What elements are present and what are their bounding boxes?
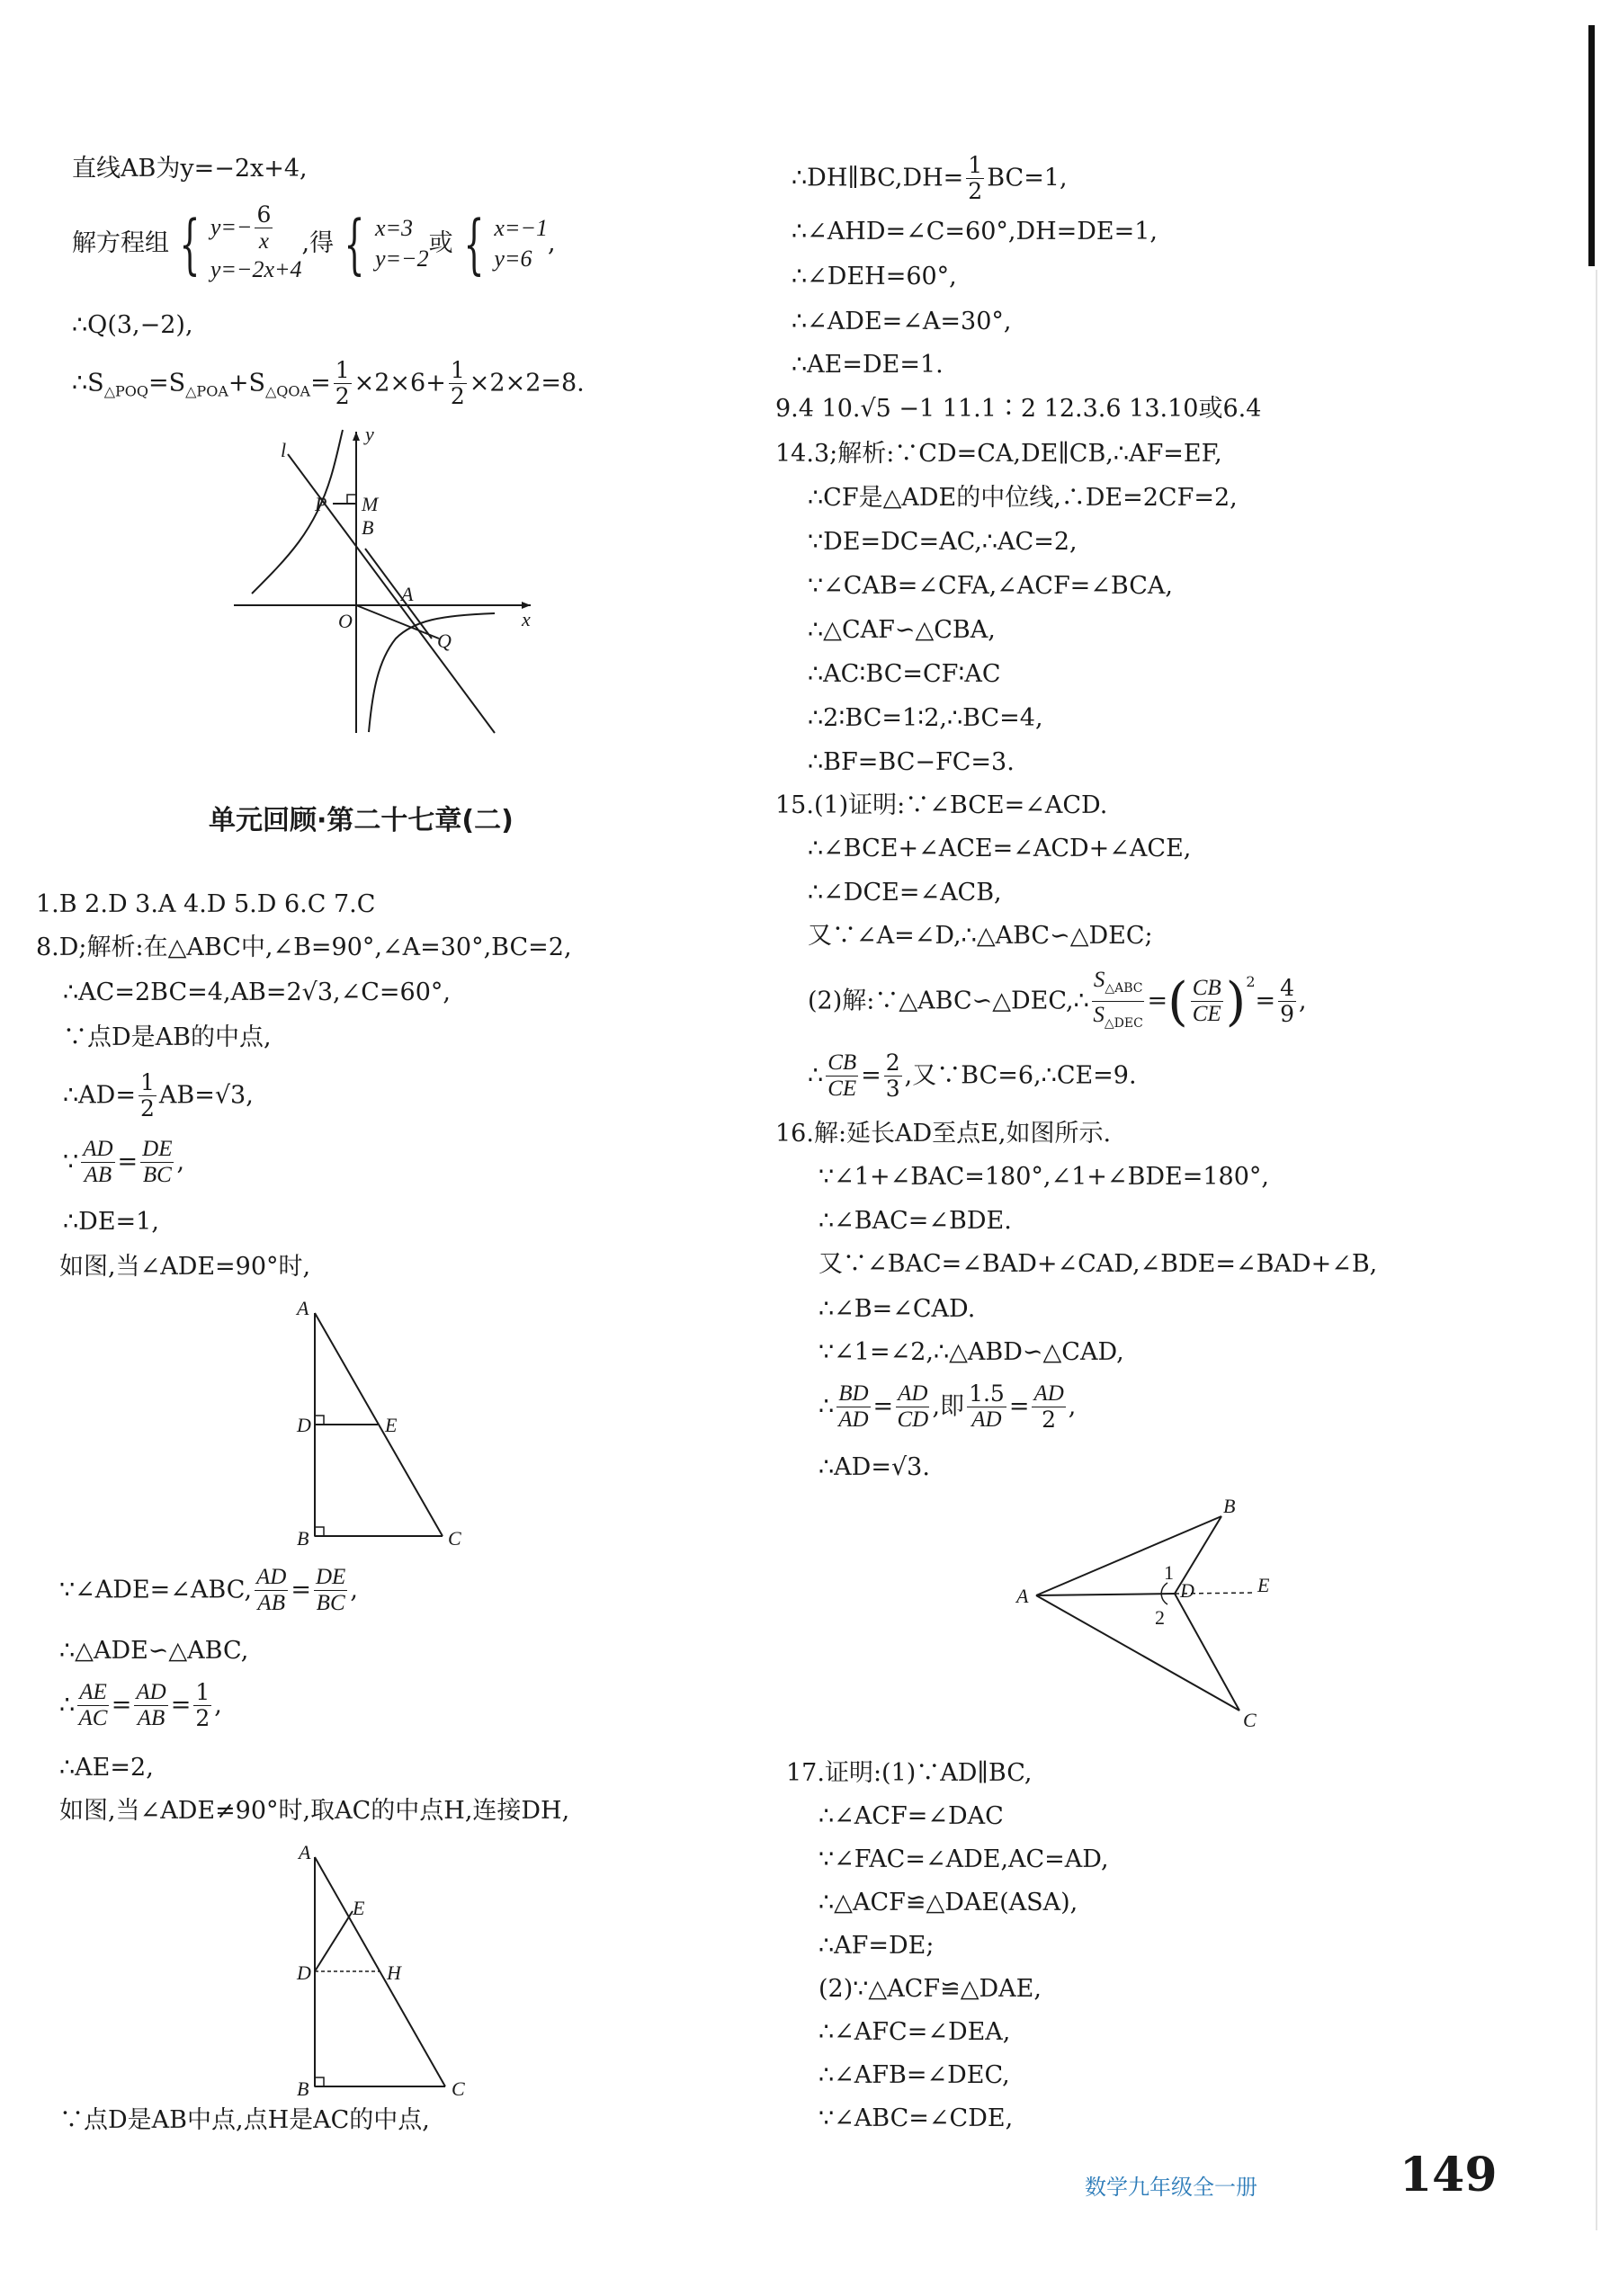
solution-1 [375,213,429,274]
q15-line2: ∴∠BCE+∠ACE=∠ACD+∠ACE, [808,835,1192,862]
label-angle-2: 2 [1155,1606,1165,1629]
label-B: B [297,1527,309,1550]
frac-bd-ad [836,1381,870,1433]
q17-line7: ∴∠AFC=∠DEA, [818,2018,1011,2046]
frac-d: AB [137,1706,165,1730]
q14-line5: ∴△CAF∽△CBA, [808,616,996,644]
label-C: C [1243,1709,1257,1731]
frac-n: 1 [195,1679,210,1705]
r1a: ∴DH∥BC,DH= [792,164,964,192]
frac-n: DE [315,1565,346,1589]
right-angle-b [315,2077,324,2086]
right-angle-d [315,1416,324,1425]
brace-1: { [179,206,201,281]
answers-9-13: 9.4 10.√5 −1 11.1∶2 12.3.6 13.10或6.4 [775,395,1262,423]
r-line2: ∴∠AHD=∠C=60°,DH=DE=1, [792,218,1158,246]
figure-abd-cad [1007,1493,1295,1736]
q8-l10b: = [111,1691,132,1720]
frac-d: 2 [335,383,350,409]
sys-eq2 [210,255,302,285]
r27d: = [1008,1392,1030,1421]
label-E: E [1257,1574,1270,1596]
label-E: E [385,1414,398,1436]
frac-d: 2 [139,1095,155,1121]
frac-half-4 [193,1680,211,1731]
brace-2: { [344,206,365,281]
area-a: ∴S [72,369,104,398]
sol1b: y=−2 [374,246,429,272]
frac-d: BC [142,1163,172,1187]
page-number: 149 [1400,2148,1498,2202]
frac-4-9 [1278,976,1296,1027]
q17-line1: 17.证明:(1)∵AD∥BC, [786,1759,1033,1787]
q8-l4a: ∴AD= [63,1081,136,1110]
frac-ad-ab-2 [255,1565,288,1616]
sys-or: 或 [428,229,453,257]
frac-d: CE [1192,1002,1221,1026]
frac-n: 1.5 [969,1380,1005,1407]
q8-l10a: ∴ [59,1691,76,1720]
label-M: M [362,493,379,515]
frac-de-bc-2 [314,1565,347,1616]
frac-half-1 [334,358,352,409]
q16-line1: 16.解:延长AD至点E,如图所示. [775,1120,1112,1148]
frac-d: 2 [195,1705,210,1731]
q8-line7: 如图,当∠ADE=90°时, [59,1253,311,1281]
r19d: , [1299,987,1307,1015]
q17-line5: ∴AF=DE; [818,1932,935,1960]
sys-equations [210,202,302,285]
line-ab [365,549,432,639]
q8-l10d: , [214,1691,222,1720]
q8-l4b: AB=√3, [158,1081,254,1110]
frac-cb-ce [1191,976,1223,1027]
q16-line5: ∴∠B=∠CAD. [818,1295,976,1323]
label-B: B [297,2077,309,2100]
q8-l5c: , [176,1148,185,1176]
figure-hyperbola [225,423,549,737]
frac-ad-2 [1032,1381,1065,1433]
r19a: (2)解:∵△ABC∽△DEC,∴ [808,987,1089,1015]
area-d: = [310,369,331,398]
r-line4: ∴∠ADE=∠A=30°, [792,308,1012,335]
q8-l10c: = [170,1691,192,1720]
frac-n: 1 [450,357,465,383]
segment-ad [1036,1594,1175,1595]
frac-ad-ab-3 [134,1680,167,1731]
y-axis-arrow [353,432,360,441]
label-H: H [387,1961,401,1984]
label-D: D [297,1961,311,1984]
area-b: =S [148,369,186,398]
frac-15-ad [967,1381,1006,1433]
frac-n: 2 [885,1050,900,1076]
frac-cb-ce-2 [826,1050,858,1102]
q14-line3: ∵DE=DC=AC,∴AC=2, [808,528,1078,556]
q16-line2: ∵∠1+∠BAC=180°,∠1+∠BDE=180°, [818,1163,1269,1191]
r-line3: ∴∠DEH=60°, [792,263,957,290]
label-A: A [1016,1585,1029,1607]
r1b: BC=1, [987,164,1068,192]
r27c: ,即 [932,1392,965,1421]
q8-line13: ∵点D是AB中点,点H是AC的中点, [59,2106,430,2134]
frac-num: 6 [256,201,272,228]
segment-de [315,1911,353,1971]
r-line5: ∴AE=DE=1. [792,351,944,379]
frac-n: DE [142,1137,173,1161]
frac-d: 2 [1042,1407,1057,1433]
sol1a: x=3 [374,215,414,241]
frac-half-3 [139,1070,157,1121]
sol2a: x=−1 [494,215,549,241]
q8-line11: ∴AE=2, [59,1754,154,1782]
side-ac [1036,1595,1239,1711]
frac-d: AC [78,1706,108,1730]
label-l: l [281,439,287,461]
frac-d: CE [827,1077,857,1101]
equation-system [72,202,556,292]
s-dec: S [1093,1003,1105,1027]
frac-n [1092,967,1145,1002]
area-formula [72,358,585,415]
frac-d: AD [838,1407,869,1432]
q16-line7 [818,1381,1076,1439]
q15-line1: 15.(1)证明:∵∠BCE=∠ACD. [775,791,1108,819]
q8-line3: ∵点D是AB的中点, [63,1023,272,1051]
frac-6-x [255,202,273,255]
q17-line2: ∴∠ACF=∠DAC [818,1802,1004,1830]
label-D: D [1180,1579,1194,1602]
area-c: +S [228,369,265,398]
frac-d: AB [84,1163,112,1187]
q14-line4: ∵∠CAB=∠CFA,∠ACF=∠BCA, [808,572,1174,600]
area-sub1: △POQ [103,382,148,400]
q8-line5 [63,1137,184,1191]
q16-line6: ∵∠1=∠2,∴△ABD∽△CAD, [818,1338,1124,1366]
s-abc-sub: △ABC [1105,981,1143,996]
r20b: = [861,1061,881,1090]
area-sub3: △QOA [265,382,311,400]
frac-n: AD [1033,1381,1064,1406]
frac-n: AD [256,1565,287,1589]
frac-d: AD [971,1407,1002,1432]
brace-3: { [463,206,484,281]
frac-n: AE [79,1680,107,1704]
q8-line4 [63,1070,254,1124]
frac-d: CD [897,1407,929,1432]
frac-d: BC [316,1591,345,1615]
area-e: ×2×6+ [353,369,446,398]
paren-close: ) [1225,970,1247,1032]
footer-book-title: 数学九年级全一册 [1085,2175,1257,2200]
q8-l5a: ∵ [63,1148,79,1176]
q8-line10 [59,1680,222,1734]
q8-line1: 8.D;解析:在△ABC中,∠B=90°,∠A=30°,BC=2, [36,934,572,961]
label-y: y [365,423,374,445]
frac-ad-cd [896,1381,929,1433]
frac-n: AD [898,1381,928,1406]
q17-line9: ∵∠ABC=∠CDE, [818,2104,1014,2132]
frac-n: 1 [968,152,983,178]
q17-line4: ∴△ACF≌△DAE(ASA), [818,1889,1078,1916]
r-line1 [792,153,1068,210]
q15-line3: ∴∠DCE=∠ACB, [808,879,1002,907]
area-f: ×2×2=8. [469,369,585,398]
q16-line3: ∴∠BAC=∠BDE. [818,1207,1012,1235]
q8-line6: ∴DE=1, [63,1208,159,1236]
frac-2-3 [884,1050,902,1102]
frac-de-bc [140,1137,174,1188]
q15-line6 [808,1050,1137,1108]
q14-line2: ∴CF是△ADE的中位线,∴DE=2CF=2, [808,484,1238,512]
label-D: D [297,1414,311,1436]
solution-2 [494,213,548,274]
q15-line5 [808,967,1307,1030]
frac-n: 1 [139,1069,155,1095]
square: 2 [1246,973,1256,990]
page-edge-line [1596,270,1597,2230]
q14-line6: ∴AC∶BC=CF∶AC [808,660,1001,688]
label-angle-1: 1 [1164,1561,1174,1584]
frac-n: AD [83,1137,113,1161]
q-point: ∴Q(3,−2), [72,311,193,339]
frac-ad-ab [81,1137,114,1188]
r20a: ∴ [808,1061,824,1090]
sys-prefix: 解方程组 [72,229,169,257]
sys-get: ,得 [301,229,335,257]
r27b: = [872,1392,894,1421]
label-O: O [338,610,353,632]
area-sub2: △POA [185,382,228,400]
label-C: C [452,2077,465,2100]
label-E: E [353,1897,365,1919]
r19b: = [1147,987,1168,1015]
label-x: x [522,608,531,630]
label-A: A [297,1297,309,1319]
sol2b: y=6 [494,246,532,272]
label-B: B [362,516,374,539]
s-dec-sub: △DEC [1104,1016,1143,1031]
q14-line1: 14.3;解析:∵CD=CA,DE∥CB,∴AF=EF, [775,440,1222,468]
frac-s-ratio [1092,967,1145,1036]
q8-l8a: ∵∠ADE=∠ABC, [59,1576,253,1604]
q8-line2: ∴AC=2BC=4,AB=2√3,∠C=60°, [63,978,451,1006]
frac-half-2 [449,358,467,409]
figure-triangle-ade-90 [288,1295,486,1565]
r27e: , [1068,1392,1077,1421]
frac-n: BD [838,1381,869,1406]
section-heading: 单元回顾·第二十七章(二) [209,805,514,836]
frac-d: AB [257,1591,285,1615]
label-P: P [315,493,327,515]
frac-d: 3 [885,1076,900,1102]
answers-1-7: 1.B 2.D 3.A 4.D 5.D 6.C 7.C [36,890,376,918]
label-A: A [299,1841,311,1863]
s-abc: S [1093,968,1105,992]
frac-n: 1 [335,357,350,383]
frac-n: AD [136,1680,166,1704]
q16-line8: ∴AD=√3. [818,1453,930,1481]
frac-d: 2 [450,383,465,409]
page-edge-bar [1588,25,1595,266]
r27a: ∴ [818,1392,835,1421]
label-B: B [1223,1495,1236,1517]
frac-n: CB [1192,976,1221,1000]
sys-end: , [548,229,556,257]
q17-line8: ∴∠AFB=∠DEC, [818,2061,1010,2089]
q17-line6: (2)∵△ACF≌△DAE, [818,1975,1042,2003]
frac-d [1092,1002,1145,1036]
q8-line12: 如图,当∠ADE≠90°时,取AC的中点H,连接DH, [59,1797,570,1825]
r19c: = [1255,987,1276,1015]
q8-l8c: , [350,1576,358,1604]
q15-line4: 又∵∠A=∠D,∴△ABC∽△DEC; [808,922,1153,950]
hyperbola-branch-lower [369,613,495,732]
frac-n: 4 [1280,975,1295,1001]
q14-line7: ∴2∶BC=1∶2,∴BC=4, [808,704,1043,732]
label-A: A [401,583,414,605]
q16-line4: 又∵∠BAC=∠BAD+∠CAD,∠BDE=∠BAD+∠B, [818,1250,1378,1278]
figure-triangle-midpoint [288,1839,486,2109]
q8-l8b: = [291,1576,311,1604]
label-C: C [448,1527,461,1550]
q8-l5b: = [117,1148,139,1176]
frac-den: x [258,229,269,254]
paren-open: ( [1167,970,1188,1032]
hyperbola-branch-upper [252,430,343,594]
line-ab-equation: 直线AB为y=−2x+4, [72,155,308,183]
sys-eq1 [210,202,302,255]
right-angle-b [315,1527,324,1536]
label-Q: Q [437,630,452,652]
frac-n: CB [827,1050,857,1075]
frac-half-r1 [966,153,984,204]
q14-line8: ∴BF=BC−FC=3. [808,748,1015,776]
frac-d: 9 [1280,1001,1295,1027]
right-angle-m [347,495,356,504]
q8-line9: ∴△ADE∽△ABC, [59,1637,249,1665]
sys-eq1a: y=− [210,214,253,240]
q17-line3: ∵∠FAC=∠ADE,AC=AD, [818,1845,1109,1873]
frac-ae-ac [77,1680,109,1731]
sys-eq2-text: y=−2x+4 [210,256,302,282]
frac-d: 2 [968,178,983,204]
q8-line8 [59,1565,358,1619]
r20c: ,又∵BC=6,∴CE=9. [904,1061,1137,1090]
